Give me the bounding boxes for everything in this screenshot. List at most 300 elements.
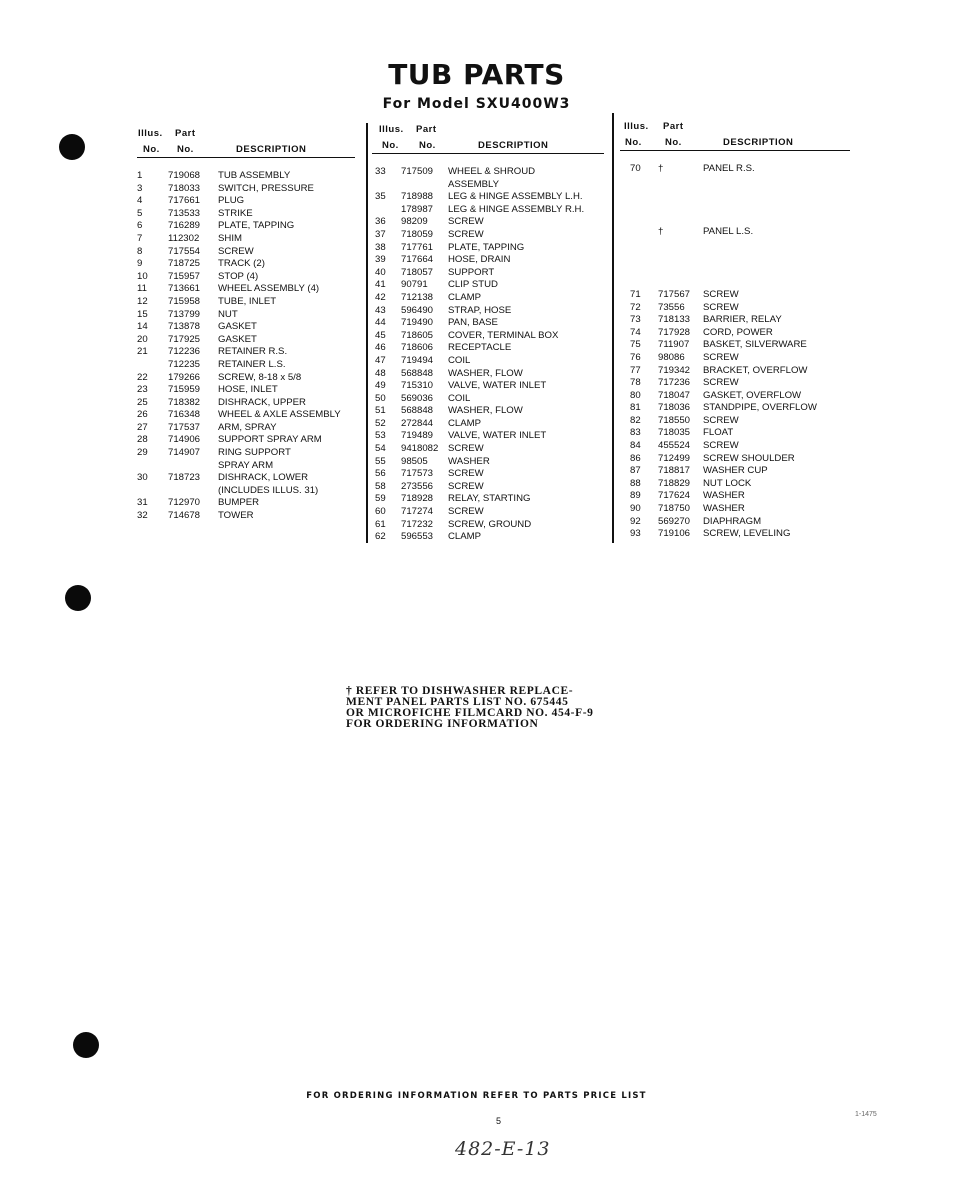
part-number: 717236: [658, 377, 691, 389]
part-description: PLATE, TAPPING: [448, 241, 525, 253]
part-number: 716289: [168, 220, 201, 232]
part-row: [137, 233, 355, 246]
part-row: [620, 239, 850, 252]
illus-number: 22: [137, 371, 148, 383]
illus-number: 49: [375, 380, 386, 392]
part-description: WHEEL & SHROUD: [448, 166, 536, 177]
part-row: [372, 342, 604, 355]
part-number: 716348: [168, 409, 201, 421]
part-description: SCREW: [218, 245, 254, 257]
illus-number: 90: [630, 503, 641, 515]
part-description: NUT LOCK: [703, 477, 752, 489]
illus-number: 48: [375, 367, 386, 379]
illus-number: 61: [375, 518, 386, 530]
part-number: 719342: [658, 364, 691, 376]
illus-number: 42: [375, 291, 386, 303]
part-number: 718988: [401, 191, 434, 203]
part-row: [620, 327, 850, 340]
part-number: 715959: [168, 384, 201, 396]
part-number: 712970: [168, 497, 201, 509]
part-row: [620, 365, 850, 378]
part-row: [372, 254, 604, 267]
part-description: SUPPORT: [448, 266, 495, 278]
punch-hole-top: [59, 134, 85, 160]
part-description: SCREW, GROUND: [448, 518, 532, 530]
parts-column-1: [137, 128, 355, 523]
part-row: [620, 302, 850, 315]
part-number: 98209: [401, 216, 428, 228]
part-number: 717554: [168, 245, 201, 257]
illus-number: 5: [137, 207, 143, 219]
illus-number: 87: [630, 465, 641, 477]
footnote-line: † REFER TO DISHWASHER REPLACE-: [346, 685, 574, 697]
illus-number: 54: [375, 443, 386, 455]
part-description: SPRAY ARM: [218, 459, 274, 471]
part-row: [372, 405, 604, 418]
part-description: COVER, TERMINAL BOX: [448, 329, 559, 341]
part-number: 714907: [168, 447, 201, 459]
illus-number: 92: [630, 515, 641, 527]
illus-number: 76: [630, 351, 641, 363]
column-header: [620, 121, 850, 151]
part-row: [620, 226, 850, 239]
header-rule: [137, 157, 355, 159]
part-description: GASKET, OVERFLOW: [703, 389, 802, 401]
illus-number: 60: [375, 506, 386, 518]
illus-number: 74: [630, 326, 641, 338]
part-row: [372, 393, 604, 406]
illus-number: 35: [375, 191, 386, 203]
illus-number: 72: [630, 301, 641, 313]
part-row: [137, 372, 355, 385]
part-description: WASHER CUP: [703, 465, 768, 477]
illus-number: 15: [137, 308, 148, 320]
illus-number: 81: [630, 402, 641, 414]
part-number: 713799: [168, 308, 201, 320]
part-row: [372, 493, 604, 506]
illus-number: 83: [630, 427, 641, 439]
part-number: 717761: [401, 241, 434, 253]
illus-number: 6: [137, 220, 143, 232]
part-description: VALVE, WATER INLET: [448, 430, 547, 442]
footnote-line: MENT PANEL PARTS LIST NO. 675445: [346, 696, 569, 708]
part-description: GASKET: [218, 333, 257, 345]
part-description: GASKET: [218, 321, 257, 333]
illus-number: 75: [630, 339, 641, 351]
part-row: [620, 339, 850, 352]
part-description: LEG & HINGE ASSEMBLY L.H.: [448, 191, 583, 203]
part-description: SUPPORT SPRAY ARM: [218, 434, 322, 446]
part-description: RELAY, STARTING: [448, 493, 531, 505]
part-number: 717567: [658, 288, 691, 300]
part-row: [372, 418, 604, 431]
part-number: 568848: [401, 405, 434, 417]
footnote-line: OR MICROFICHE FILMCARD NO. 454-F-9: [346, 707, 594, 719]
part-number: 713878: [168, 321, 201, 333]
part-row: [620, 201, 850, 214]
part-number: 718033: [168, 182, 201, 194]
part-row: [137, 346, 355, 359]
illus-number: 1: [137, 170, 143, 181]
illus-number: 10: [137, 270, 148, 282]
part-row: [372, 380, 604, 393]
header-illus: Illus.: [138, 128, 163, 139]
part-description: PAN, BASE: [448, 317, 498, 329]
part-description: SCREW SHOULDER: [703, 452, 795, 464]
part-description: PLUG: [218, 195, 245, 207]
part-number: 719494: [401, 354, 434, 366]
part-number: 112302: [168, 232, 200, 244]
part-row: [137, 472, 355, 485]
part-number: 718133: [658, 314, 691, 326]
part-number: 718723: [168, 472, 201, 484]
part-description: WASHER, FLOW: [448, 405, 523, 417]
part-number: 717232: [401, 518, 434, 530]
parts-column-3: [620, 121, 850, 541]
part-description: DIAPHRAGM: [703, 515, 762, 527]
part-row: [372, 481, 604, 494]
illus-number: 28: [137, 434, 148, 446]
part-number: 718035: [658, 427, 691, 439]
illus-number: 88: [630, 477, 641, 489]
illus-number: 11: [137, 283, 147, 295]
part-number: 717274: [401, 506, 434, 518]
part-row: [137, 409, 355, 422]
part-number: 98086: [658, 351, 685, 363]
part-description: WASHER: [448, 455, 490, 467]
part-description: STANDPIPE, OVERFLOW: [703, 402, 817, 414]
part-row: [137, 422, 355, 435]
parts-rows: [137, 170, 355, 523]
header-rule: [620, 150, 850, 152]
column-header: [372, 124, 604, 154]
illus-number: 33: [375, 166, 386, 177]
illus-number: 41: [375, 279, 386, 291]
part-row: [137, 397, 355, 410]
part-number: 718725: [168, 258, 201, 270]
part-row: [620, 213, 850, 226]
part-number: 9418082: [401, 443, 439, 455]
part-row: [620, 289, 850, 302]
part-description: SCREW: [448, 443, 484, 455]
panel-reference-footnote: [346, 686, 646, 730]
part-row: [137, 384, 355, 397]
illus-number: 12: [137, 295, 148, 307]
part-number: †: [658, 163, 664, 174]
part-description: HOSE, INLET: [218, 384, 278, 396]
illus-number: 86: [630, 452, 641, 464]
part-number: 178987: [401, 203, 434, 215]
part-number: 718036: [658, 402, 691, 414]
part-row: [137, 460, 355, 473]
part-description: CLAMP: [448, 417, 482, 429]
part-description: SCREW: [448, 506, 484, 518]
part-number: 568848: [401, 367, 434, 379]
part-description: SHIM: [218, 232, 242, 244]
illus-number: 78: [630, 377, 641, 389]
illus-number: 46: [375, 342, 386, 354]
part-row: [137, 497, 355, 510]
part-number: 712236: [168, 346, 201, 358]
part-row: [137, 283, 355, 296]
illus-number: 43: [375, 304, 386, 316]
illus-number: 31: [137, 497, 148, 509]
part-number: 719490: [401, 317, 434, 329]
handwritten-note: 482-E-13: [455, 1138, 551, 1160]
header-no: No.: [143, 144, 160, 155]
part-description: PLATE, TAPPING: [218, 220, 295, 232]
header-illus: Illus.: [379, 124, 404, 135]
illus-number: 20: [137, 333, 148, 345]
parts-column-2: [372, 124, 604, 544]
parts-rows: [620, 163, 850, 541]
part-number: 717928: [658, 326, 691, 338]
part-description: STRAP, HOSE: [448, 304, 512, 316]
part-row: [137, 208, 355, 221]
part-row: [372, 242, 604, 255]
illus-number: 29: [137, 447, 148, 459]
part-number: 718057: [401, 266, 434, 278]
illus-number: 82: [630, 414, 641, 426]
part-row: [620, 314, 850, 327]
part-description: BARRIER, RELAY: [703, 314, 782, 326]
part-number: 719489: [401, 430, 434, 442]
part-row: [137, 271, 355, 284]
illus-number: 50: [375, 392, 386, 404]
part-description: RETAINER L.S.: [218, 358, 286, 370]
part-description: SCREW: [703, 351, 739, 363]
part-row: [372, 166, 604, 179]
part-row: [137, 334, 355, 347]
part-row: [372, 305, 604, 318]
part-number: 718059: [401, 228, 434, 240]
part-number: 718817: [658, 465, 691, 477]
illus-number: 59: [375, 493, 386, 505]
part-description: TUBE, INLET: [218, 295, 277, 307]
part-number: 712138: [401, 291, 434, 303]
part-description: FLOAT: [703, 427, 734, 439]
part-row: [620, 176, 850, 189]
illus-number: 77: [630, 364, 641, 376]
part-number: 73556: [658, 301, 685, 313]
part-row: [372, 468, 604, 481]
part-row: [620, 465, 850, 478]
part-row: [137, 309, 355, 322]
header-rule: [372, 153, 604, 155]
part-description: TRACK (2): [218, 258, 265, 270]
part-row: [620, 276, 850, 289]
illus-number: 37: [375, 228, 386, 240]
part-row: [137, 220, 355, 233]
part-description: SCREW: [448, 216, 484, 228]
page-subtitle: For Model SXU400W3: [382, 96, 571, 112]
part-number: 717664: [401, 254, 434, 266]
part-row: [137, 510, 355, 523]
part-row: [620, 402, 850, 415]
part-row: [620, 503, 850, 516]
part-description: COIL: [448, 392, 471, 404]
part-row: [372, 292, 604, 305]
part-number: 98505: [401, 455, 428, 467]
part-row: [137, 170, 355, 183]
illus-number: 38: [375, 241, 386, 253]
part-number: 272844: [401, 417, 434, 429]
header-no: No.: [382, 140, 399, 151]
part-description: DISHRACK, UPPER: [218, 396, 306, 408]
header-no: No.: [177, 144, 194, 155]
part-row: [620, 453, 850, 466]
part-row: [372, 443, 604, 456]
part-description: (INCLUDES ILLUS. 31): [218, 484, 319, 496]
punch-hole-bottom: [73, 1032, 99, 1058]
illus-number: 27: [137, 421, 148, 433]
illus-number: 58: [375, 480, 386, 492]
part-row: [137, 434, 355, 447]
part-row: [620, 251, 850, 264]
illus-number: 36: [375, 216, 386, 228]
punch-hole-middle: [65, 585, 91, 611]
document-code: 1-1475: [855, 1111, 877, 1118]
part-description: RETAINER R.S.: [218, 346, 288, 358]
part-description: RECEPTACLE: [448, 342, 512, 354]
part-description: DISHRACK, LOWER: [218, 472, 309, 484]
part-description: SCREW: [703, 377, 739, 389]
illus-number: 89: [630, 490, 641, 502]
part-number: 711907: [658, 339, 690, 351]
illus-number: 26: [137, 409, 148, 421]
part-description: TOWER: [218, 510, 254, 522]
part-description: WASHER, FLOW: [448, 367, 523, 379]
part-row: [372, 531, 604, 544]
part-number: 717509: [401, 166, 434, 177]
part-number: 718605: [401, 329, 434, 341]
part-number: 273556: [401, 480, 434, 492]
illus-number: 84: [630, 440, 641, 452]
part-row: [372, 204, 604, 217]
illus-number: 9: [137, 258, 143, 270]
part-row: [372, 456, 604, 469]
part-number: 718928: [401, 493, 434, 505]
part-number: 717925: [168, 333, 201, 345]
part-row: [620, 415, 850, 428]
part-description: RING SUPPORT: [218, 447, 291, 459]
illus-number: 55: [375, 455, 386, 467]
part-description: BRACKET, OVERFLOW: [703, 364, 808, 376]
part-number: 714678: [168, 510, 201, 522]
part-row: [137, 195, 355, 208]
part-description: VALVE, WATER INLET: [448, 380, 547, 392]
part-description: ARM, SPRAY: [218, 421, 277, 433]
part-number: 715957: [168, 270, 201, 282]
part-description: BASKET, SILVERWARE: [703, 339, 807, 351]
part-row: [620, 390, 850, 403]
illus-number: 53: [375, 430, 386, 442]
part-number: 596553: [401, 531, 434, 543]
illus-number: 62: [375, 531, 386, 543]
part-description: STOP (4): [218, 270, 259, 282]
illus-number: 25: [137, 396, 148, 408]
part-row: [372, 191, 604, 204]
part-number: 713661: [168, 283, 201, 295]
part-description: BUMPER: [218, 497, 260, 509]
header-part: Part: [175, 128, 196, 139]
part-description: CLIP STUD: [448, 279, 498, 291]
part-row: [372, 506, 604, 519]
column-header: [137, 128, 355, 158]
part-description: CLAMP: [448, 291, 482, 303]
part-description: LEG & HINGE ASSEMBLY R.H.: [448, 203, 585, 215]
part-number: 717573: [401, 468, 434, 480]
part-description: HOSE, DRAIN: [448, 254, 511, 266]
part-description: SCREW: [703, 414, 739, 426]
part-row: [372, 179, 604, 192]
footnote-line: FOR ORDERING INFORMATION: [346, 718, 539, 730]
illus-number: 51: [375, 405, 386, 417]
illus-number: 4: [137, 195, 143, 207]
part-description: SCREW: [703, 301, 739, 313]
part-number: 713533: [168, 207, 201, 219]
part-row: [372, 355, 604, 368]
part-number: 179266: [168, 371, 201, 383]
illus-number: 23: [137, 384, 148, 396]
part-description: CLAMP: [448, 531, 482, 543]
illus-number: 32: [137, 510, 148, 522]
part-number: 719106: [658, 528, 691, 540]
part-description: SCREW, LEVELING: [703, 528, 791, 540]
part-row: [620, 377, 850, 390]
part-row: [137, 321, 355, 334]
part-description: SCREW: [703, 440, 739, 452]
part-row: [620, 490, 850, 503]
part-description: NUT: [218, 308, 238, 320]
part-number: 718750: [658, 503, 691, 515]
illus-number: 3: [137, 182, 143, 194]
part-row: [620, 478, 850, 491]
part-description: PANEL L.S.: [703, 225, 754, 237]
part-row: [137, 296, 355, 309]
header-description: DESCRIPTION: [723, 137, 794, 148]
part-number: 715958: [168, 295, 201, 307]
page-title: TUB PARTS: [388, 58, 565, 91]
part-description: WASHER: [703, 503, 745, 515]
part-description: SWITCH, PRESSURE: [218, 182, 314, 194]
part-description: ASSEMBLY: [448, 178, 500, 190]
part-number: 718047: [658, 389, 691, 401]
illus-number: 73: [630, 314, 641, 326]
header-no: No.: [625, 137, 642, 148]
part-row: [372, 430, 604, 443]
part-row: [372, 368, 604, 381]
part-row: [137, 183, 355, 196]
part-number: 714906: [168, 434, 201, 446]
page-number: 5: [496, 1116, 502, 1126]
part-description: PANEL R.S.: [703, 163, 755, 174]
part-description: COIL: [448, 354, 471, 366]
part-number: 718550: [658, 414, 691, 426]
illus-number: 44: [375, 317, 386, 329]
header-illus: Illus.: [624, 121, 649, 132]
parts-rows: [372, 166, 604, 544]
illus-number: 7: [137, 232, 143, 244]
column-divider-1: [366, 123, 368, 543]
part-row: [620, 188, 850, 201]
part-row: [620, 528, 850, 541]
part-description: SCREW: [448, 468, 484, 480]
part-number: 569036: [401, 392, 434, 404]
header-no: No.: [665, 137, 682, 148]
header-description: DESCRIPTION: [478, 140, 549, 151]
illus-number: 80: [630, 389, 641, 401]
